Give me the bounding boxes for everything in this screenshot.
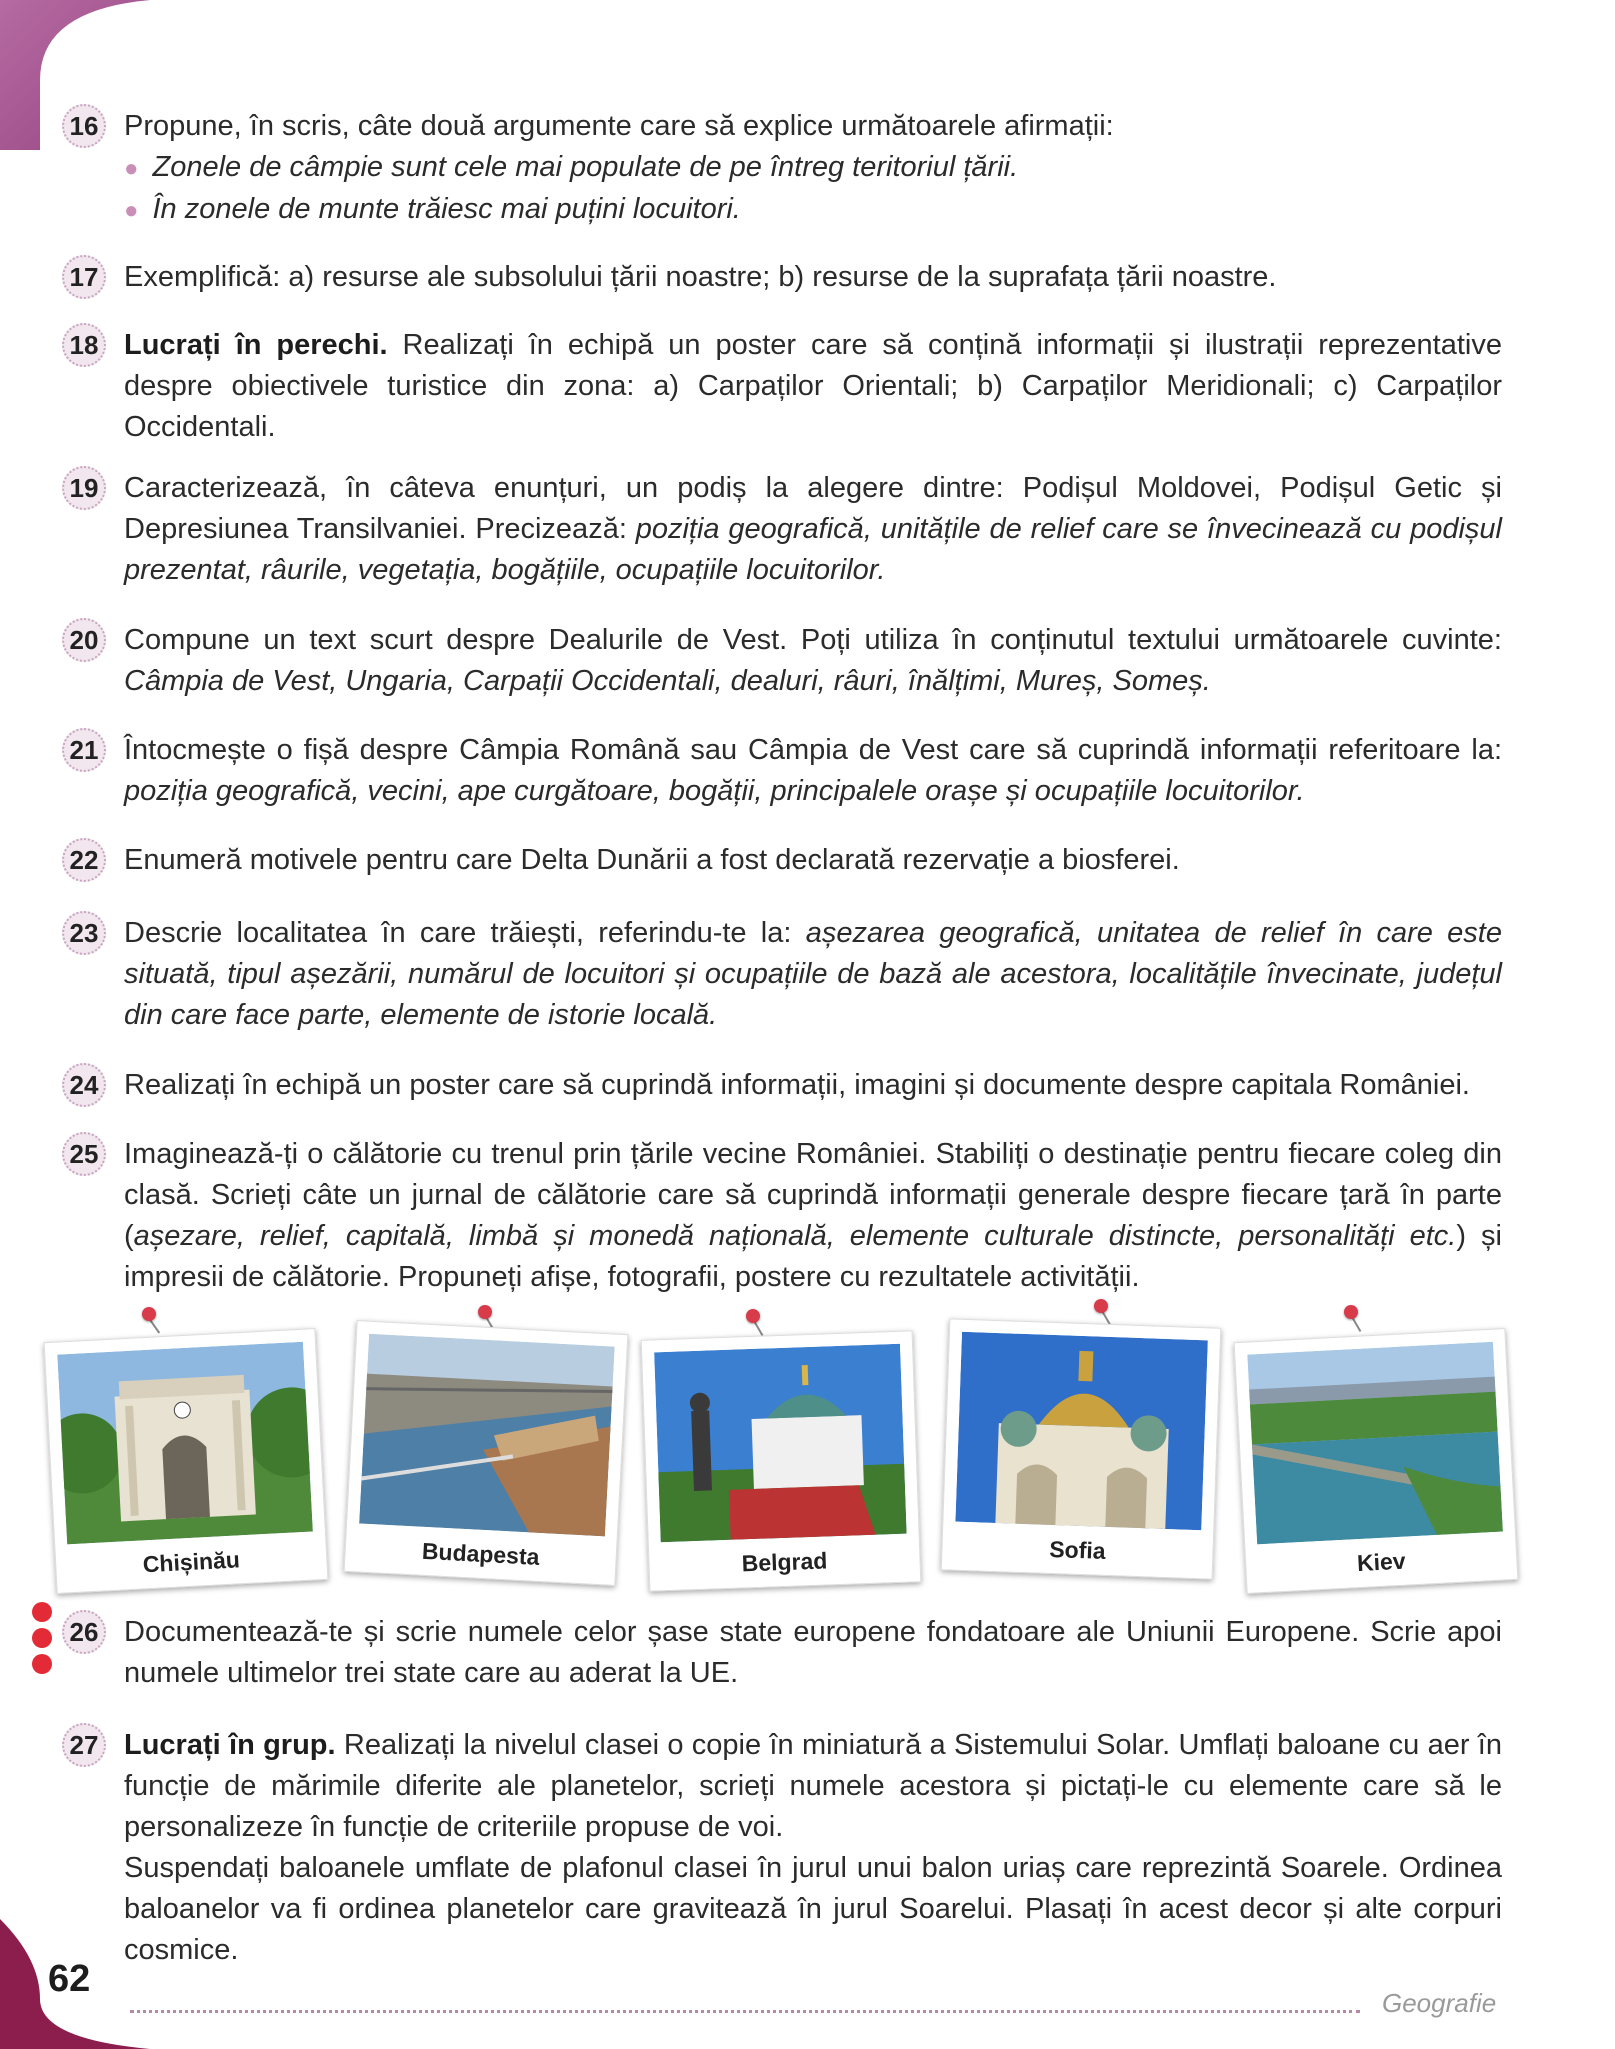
- photo-caption: Budapesta: [421, 1537, 541, 1570]
- exercise-number: 22: [62, 838, 106, 882]
- pin-icon: [478, 1305, 492, 1319]
- exercise-text: Propune, în scris, câte două argumente care să explice următoarele afirmații:: [124, 110, 1114, 142]
- capital-photos: [40, 1305, 1550, 1605]
- exercise-text: Descrie localitatea în care trăiești, referindu-te la: așezarea geografică, unitatea de relief în care este situată, tipul așezării, numărul de locuitori și ocupațiile de bază ale acestora, localitățile învecinate, județul din care face parte, elemente de istorie locală.: [124, 917, 1502, 1031]
- saint-sava-temple-image: [654, 1344, 906, 1542]
- exercise-19: [62, 468, 1502, 591]
- exercise-number: 19: [62, 466, 106, 510]
- exercise-text: Întocmește o fișă despre Câmpia Română sau Câmpia de Vest care să cuprindă informații referitoare la: poziția geografică, vecini, ape curgătoare, bogății, principalele orașe și ocupațiile locuitorilor.: [124, 734, 1502, 807]
- difficulty-indicator: [32, 1602, 54, 1680]
- pin-icon: [1344, 1305, 1358, 1319]
- budapest-city-image: [359, 1334, 615, 1537]
- exercise-22: [62, 840, 1502, 881]
- exercise-number: 21: [62, 728, 106, 772]
- pin-icon: [746, 1309, 760, 1323]
- exercise-17: [62, 257, 1502, 298]
- exercise-text: Imaginează-ți o călătorie cu trenul prin țările vecine României. Stabiliți o destinație pentru fiecare coleg din clasă. Scrieți câte un jurnal de călătorie care să cuprindă informații generale despre fiecare țară în parte (așezare, relief, capitală, limbă și monedă națională, elemente culturale distincte, personalități etc.) și impresii de călătorie. Propuneți afișe, fotografii, postere cu rezultatele activității.: [124, 1138, 1502, 1293]
- triumphal-arch-image: [57, 1342, 313, 1545]
- exercise-number: 20: [62, 618, 106, 662]
- page-number: 62: [48, 1958, 91, 2000]
- footer-subject: Geografie: [1382, 1988, 1497, 2018]
- exercise-text: Lucrați în grup. Realizați la nivelul clasei o copie în miniatură a Sistemului Solar. Umflați baloane cu aer în funcție de mărimile diferite ale planetelor, scrieți numele acestora și pictați-le cu elemente care să le personalizeze în funcție de criteriile propuse de voi.: [124, 1729, 1502, 1843]
- exercise-23: [62, 913, 1502, 1036]
- photo-budapesta: [344, 1320, 629, 1586]
- photo-caption: Kiev: [1356, 1547, 1407, 1577]
- exercise-number: 18: [62, 323, 106, 367]
- exercise-number: 25: [62, 1132, 106, 1176]
- photo-belgrad: [641, 1330, 922, 1591]
- bullet-icon: ●: [124, 155, 139, 182]
- photo-chisinau: [44, 1328, 329, 1594]
- pin-icon: [142, 1307, 156, 1321]
- bullet-icon: ●: [124, 197, 139, 224]
- exercise-text: Documentează-te și scrie numele celor șase state europene fondatoare ale Uniunii Europene. Scrie apoi numele ultimelor trei state care au aderat la UE.: [124, 1616, 1502, 1689]
- photo-kiev: [1234, 1328, 1519, 1594]
- exercise-number: 24: [62, 1063, 106, 1107]
- exercise-26: [62, 1612, 1502, 1694]
- exercise-25: [62, 1134, 1502, 1298]
- dot-icon: [32, 1654, 52, 1674]
- photo-caption: Chișinău: [142, 1546, 241, 1578]
- exercise-number: 27: [62, 1723, 106, 1767]
- photo-caption: Belgrad: [741, 1547, 828, 1577]
- exercise-text-continued: Suspendați baloanele umflate de plafonul clasei în jurul unui balon uriaș care reprezintă Soarele. Ordinea baloanelor va fi ordinea planetelor care gravitează în jurul Soarelui. Plasați în acest decor și alte corpuri cosmice.: [124, 1852, 1502, 1966]
- exercise-27: [62, 1725, 1502, 1971]
- footer-divider: [130, 2010, 1360, 2013]
- exercise-20: [62, 620, 1502, 702]
- exercise-24: [62, 1065, 1502, 1106]
- pin-icon: [1094, 1299, 1108, 1313]
- bullet-item: ● Zonele de câmpie sunt cele mai populate de pe întreg teritoriul țării.: [124, 151, 1019, 183]
- exercise-text: Compune un text scurt despre Dealurile de Vest. Poți utiliza în conținutul textului următoarele cuvinte: Câmpia de Vest, Ungaria, Carpații Occidentali, dealuri, râuri, înălțimi, Mureș, Someș.: [124, 624, 1502, 697]
- exercise-text: Exemplifică: a) resurse ale subsolului țării noastre; b) resurse de la suprafața țării noastre.: [124, 261, 1277, 293]
- kiev-bridge-image: [1247, 1342, 1503, 1545]
- dot-icon: [32, 1628, 52, 1648]
- photo-sofia: [941, 1318, 1222, 1579]
- exercise-text: Realizați în echipă un poster care să cuprindă informații, imagini și documente despre capitala României.: [124, 1069, 1470, 1101]
- photo-caption: Sofia: [1048, 1535, 1107, 1564]
- exercise-text: Enumeră motivele pentru care Delta Dunării a fost declarată rezervație a biosferei.: [124, 844, 1180, 876]
- alexander-nevsky-cathedral-image: [955, 1332, 1207, 1530]
- dot-icon: [32, 1602, 52, 1622]
- exercise-16: [62, 106, 1502, 231]
- exercise-text: Caracterizează, în câteva enunțuri, un podiș la alegere dintre: Podișul Moldovei, Podișul Getic și Depresiunea Transilvaniei. Precizează: poziția geografică, unitățile de relief care se învecinează cu podișul prezentat, râurile, vegetația, bogățiile, ocupațiile locuitorilor.: [124, 472, 1502, 586]
- exercise-18: [62, 325, 1502, 448]
- exercise-number: 26: [62, 1610, 106, 1654]
- exercise-text: Lucrați în perechi. Realizați în echipă un poster care să conțină informații și ilustrații reprezentative despre obiectivele turistice din zona: a) Carpaților Orientali; b) Carpaților Meridionali; c) Carpaților Occidentali.: [124, 329, 1502, 443]
- exercise-21: [62, 730, 1502, 812]
- exercise-number: 23: [62, 911, 106, 955]
- bullet-item: ● În zonele de munte trăiesc mai puțini locuitori.: [124, 193, 741, 225]
- exercise-number: 16: [62, 104, 106, 148]
- exercise-number: 17: [62, 255, 106, 299]
